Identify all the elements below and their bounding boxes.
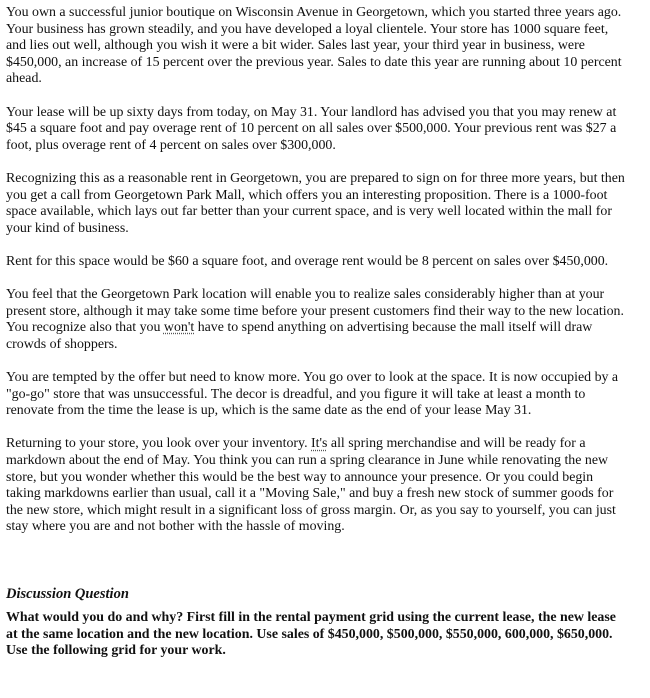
paragraph-mall-rent: Rent for this space would be $60 a square foot, and overage rent would be 8 percent on sales over $450,000. [6,253,609,269]
paragraph-lease-renewal: Your lease will be up sixty days from today, on May 31. Your landlord has advised you that you may renew at $45 a square foot and pay overage rent of 10 percent on all sales over $500,000. Your previous rent was $27 a foot, plus overage rent of 4 percent on sales over $300,000. [6,104,617,153]
paragraph-inventory-options-text-1: Returning to your store, you look over your inventory. [6,436,312,452]
paragraph-mall-advantages-text-2: have to spend anything on advertising because the mall itself will draw crowds of shoppers. [6,320,593,352]
paragraph-inventory-options-text-2: all spring merchandise and will be ready for a markdown about the end of May. You think you can run a spring clearance in June while renovating the new store, but you wonder whether this would be the best way to announce your presence. Or you could begin taking markdowns earlier than usual, call it a "Moving Sale," and buy a fresh new stock of summer goods for the new store, which might result in a significant loss of gross margin. Or, as you say to yourself, you can just stay where you are and not bother with the hassle of moving. [6,436,616,535]
paragraph-boutique-background: You own a successful junior boutique on Wisconsin Avenue in Georgetown, which you started three years ago. Your business has grown steadily, and you have developed a loyal clientele. Your store has 1000 square feet, and lies out well, although you wish it were a bit wider. Sales last year, your third year in business, were $450,000, an increase of 15 percent over the previous year. Sales to date this year are running about 10 percent ahead. [6,5,622,87]
blank-space [6,553,626,586]
spelling-flagged-word[interactable]: It's [311,436,328,452]
paragraph-mall-advantages [6,287,626,353]
case-study-document [6,5,626,660]
paragraph-inventory-options [6,436,626,536]
paragraph-mall-advantages-text-1: You feel that the Georgetown Park location will enable you to realize sales considerably higher than at your present store, although it may take some time before your present customers find their way to the new location. You recognize also that you [6,287,624,336]
paragraph-mall-offer: Recognizing this as a reasonable rent in Georgetown, you are prepared to sign on for three more years, but then you get a call from Georgetown Park Mall, which offers you an interesting proposition. There is a 1000-foot space available, which lays out far better than your current space, and is very well located within the mall for your kind of business. [6,170,625,236]
spelling-flagged-word[interactable]: won't [163,320,195,336]
discussion-heading: Discussion Question [6,585,129,602]
paragraph-space-condition: You are tempted by the offer but need to know more. You go over to look at the space. It is now occupied by a "go-go" store that was unsuccessful. The decor is dreadful, and you figure it will take at least a month to renovate from the time the lease is up, which is the same date as the end of your lease May 31. [6,370,619,419]
discussion-question: What would you do and why? First fill in the rental payment grid using the current lease, the new lease at the same location and the new location. Use sales of $450,000, $500,000, $550,000, 600,000, $650,000. Use the following grid for your work. [6,610,616,659]
